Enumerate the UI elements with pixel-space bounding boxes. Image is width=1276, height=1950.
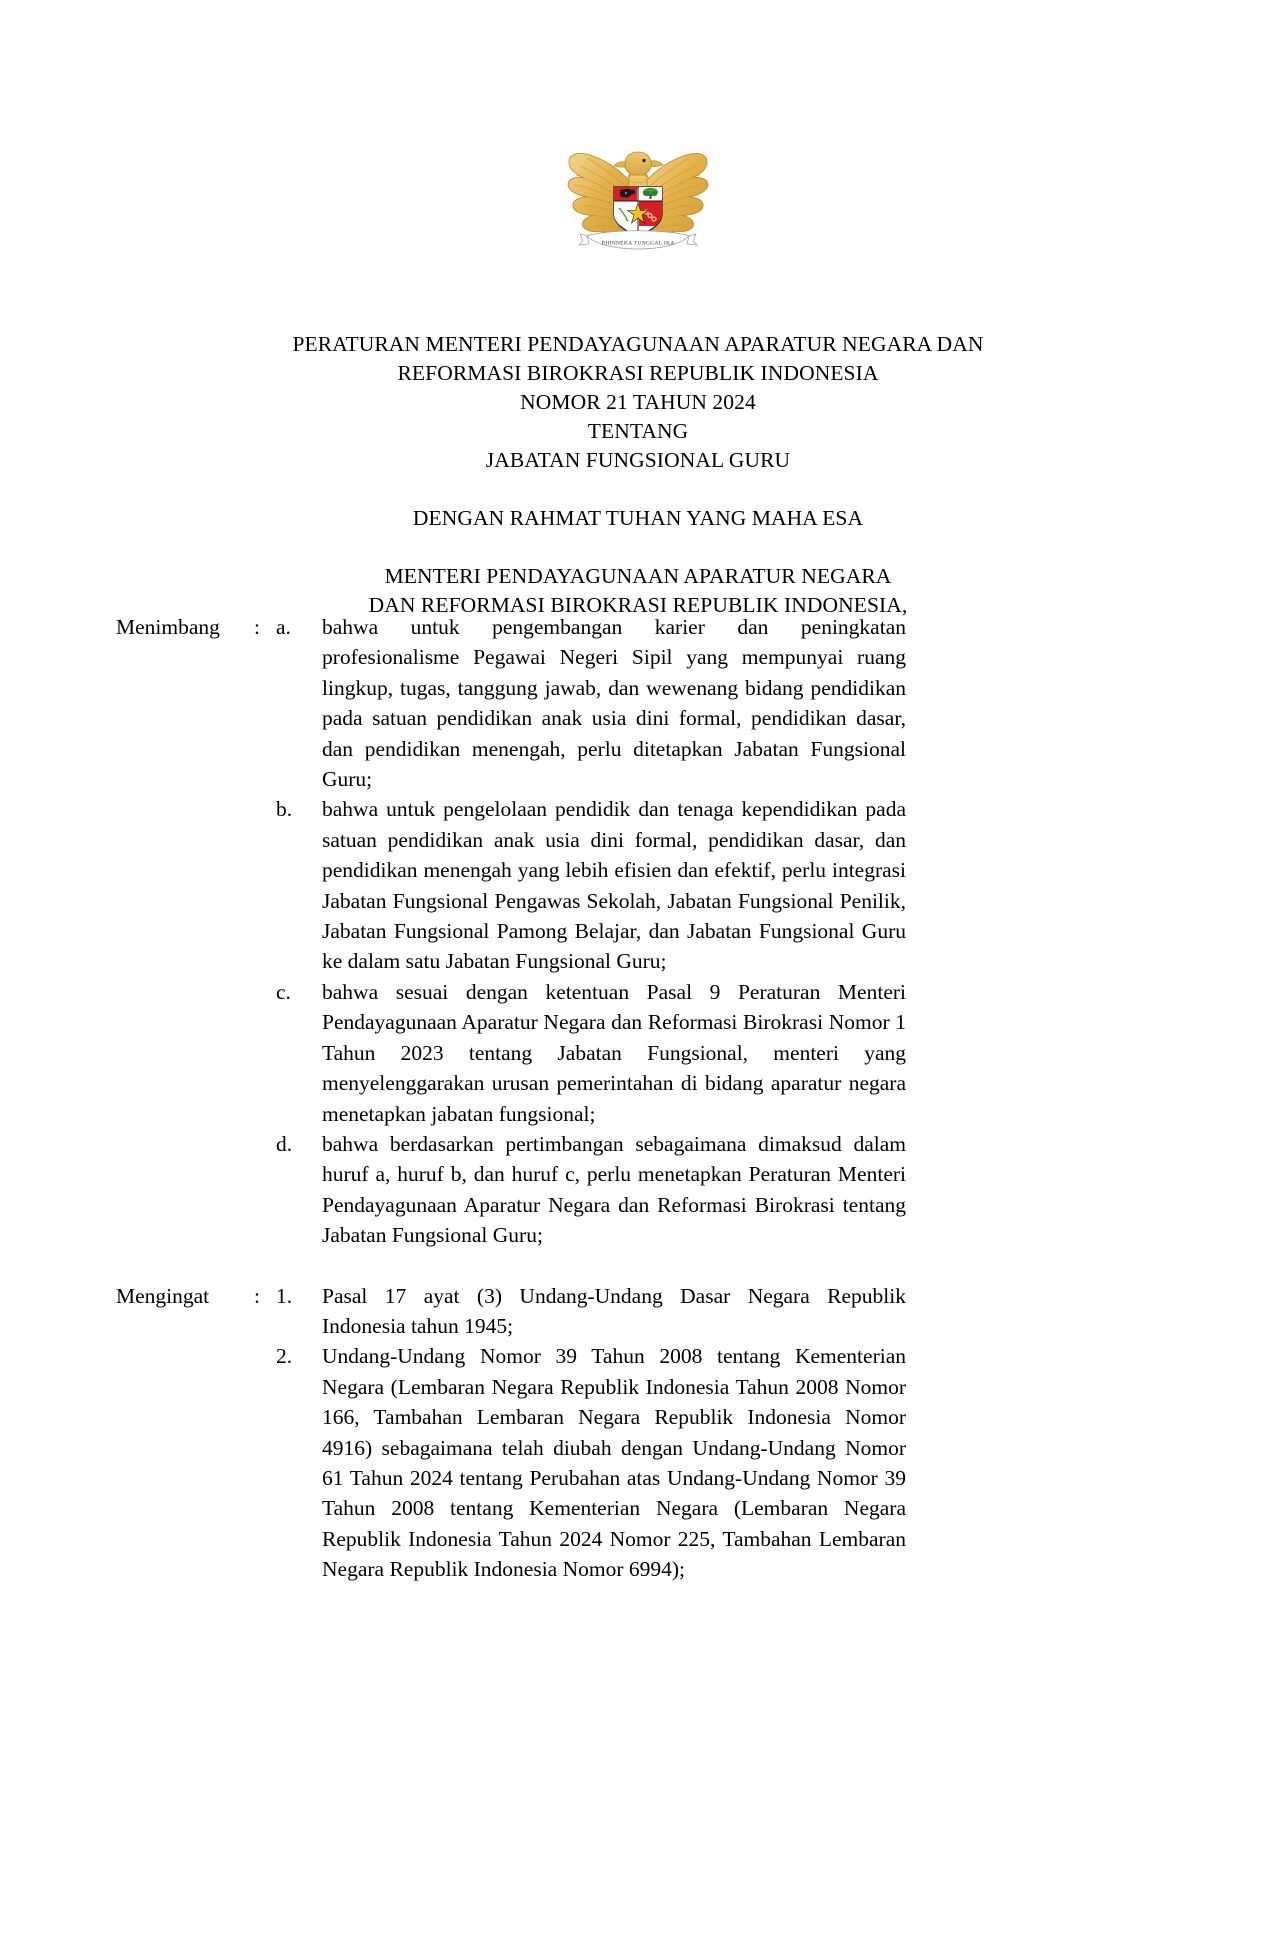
- motto-ribbon-icon: [579, 231, 697, 249]
- regulation-about-label: TENTANG: [587, 419, 689, 443]
- menimbang-item-c: [276, 977, 1276, 1129]
- mengingat-item-2-text: Undang-Undang Nomor 39 Tahun 2008 tentang Kementerian Negara (Lembaran Negara Republik Indonesia Tahun 2008 Nomor 166, Tambahan Lembaran Negara Republik Indonesia Nomor 4916) sebagaimana telah diubah dengan Undang-Undang Nomor 61 Tahun 2024 tentang Perubahan atas Undang-Undang Nomor 39 Tahun 2008 tentang Kementerian Negara (Lembaran Negara Republik Indonesia Tahun 2024 Nomor 225, Tambahan Lembaran Negara Republik Indonesia Nomor 6994);: [322, 1344, 906, 1582]
- emblem-container: [0, 138, 1276, 261]
- regulation-number: NOMOR 21 TAHUN 2024: [520, 390, 756, 414]
- menimbang-item-b-marker: b.: [276, 797, 293, 822]
- mengingat-item-1-marker: 1.: [276, 1283, 293, 1308]
- menimbang-label: Menimbang: [116, 615, 220, 639]
- document-body: [0, 612, 1276, 1585]
- blessing-line: DENGAN RAHMAT TUHAN YANG MAHA ESA: [412, 506, 864, 530]
- menimbang-item-d-text: bahwa berdasarkan pertimbangan sebagaimana dimaksud dalam huruf a, huruf b, dan huruf c, perlu menetapkan Peraturan Menteri Pendayagunaan Aparatur Negara dan Reformasi Birokrasi tentang Jabatan Fungsional Guru;: [322, 1131, 906, 1248]
- clause-spacer: [0, 1251, 1276, 1281]
- authority-line-1: MENTERI PENDAYAGUNAAN APARATUR NEGARA: [384, 564, 892, 588]
- menimbang-item-d-marker: d.: [276, 1131, 293, 1156]
- garuda-pancasila-emblem: [558, 138, 718, 256]
- regulation-title-line-1: PERATURAN MENTERI PENDAYAGUNAAN APARATUR NEGARA DAN: [292, 332, 984, 356]
- menimbang-items: [276, 612, 1276, 1251]
- mengingat-clause: [0, 1281, 1276, 1585]
- menimbang-item-a-marker: a.: [276, 615, 291, 639]
- menimbang-colon: :: [254, 615, 260, 639]
- mengingat-item-1: [276, 1281, 1276, 1342]
- mengingat-label: Mengingat: [116, 1283, 210, 1308]
- title-block: [0, 330, 1276, 620]
- menimbang-item-a-text: bahwa untuk pengembangan karier dan peningkatan profesionalisme Pegawai Negeri Sipil yang mempunyai ruang lingkup, tugas, tanggung jawab, dan wewenang bidang pendidikan pada satuan pendidikan anak usia dini formal, pendidikan dasar, dan pendidikan menengah, perlu ditetapkan Jabatan Fungsional Guru;: [322, 615, 906, 792]
- title-spacer-1: [0, 475, 1276, 504]
- authority-line-2: DAN REFORMASI BIROKRASI REPUBLIK INDONESIA,: [368, 593, 908, 617]
- menimbang-item-b-text: bahwa untuk pengelolaan pendidik dan tenaga kependidikan pada satuan pendidikan anak usia dini formal, pendidikan dasar, dan pendidikan menengah yang lebih efisien dan efektif, perlu integrasi Jabatan Fungsional Pengawas Sekolah, Jabatan Fungsional Penilik, Jabatan Fungsional Pamong Belajar, dan Jabatan Fungsional Guru ke dalam satu Jabatan Fungsional Guru;: [322, 797, 906, 974]
- motto-text: BHINNEKA TUNGGAL IKA: [601, 240, 675, 247]
- mengingat-item-1-text: Pasal 17 ayat (3) Undang-Undang Dasar Negara Republik Indonesia tahun 1945;: [322, 1283, 906, 1338]
- mengingat-colon: :: [254, 1283, 260, 1308]
- menimbang-item-c-text: bahwa sesuai dengan ketentuan Pasal 9 Peraturan Menteri Pendayagunaan Aparatur Negara dan Reformasi Birokrasi Nomor 1 Tahun 2023 tentang Jabatan Fungsional, menteri yang menyelenggarakan urusan pemerintahan di bidang aparatur negara menetapkan jabatan fungsional;: [322, 979, 906, 1126]
- mengingat-item-2-marker: 2.: [276, 1344, 293, 1369]
- mengingat-item-2: [276, 1341, 1276, 1584]
- title-spacer-2: [0, 533, 1276, 562]
- menimbang-item-c-marker: c.: [276, 979, 291, 1004]
- menimbang-item-a: [276, 612, 1276, 794]
- menimbang-item-b: [276, 794, 1276, 976]
- menimbang-clause: [0, 612, 1276, 1251]
- regulation-title-line-2: REFORMASI BIROKRASI REPUBLIK INDONESIA: [397, 361, 879, 385]
- regulation-subject: JABATAN FUNGSIONAL GURU: [485, 448, 791, 472]
- menimbang-item-d: [276, 1129, 1276, 1251]
- mengingat-items: [276, 1281, 1276, 1585]
